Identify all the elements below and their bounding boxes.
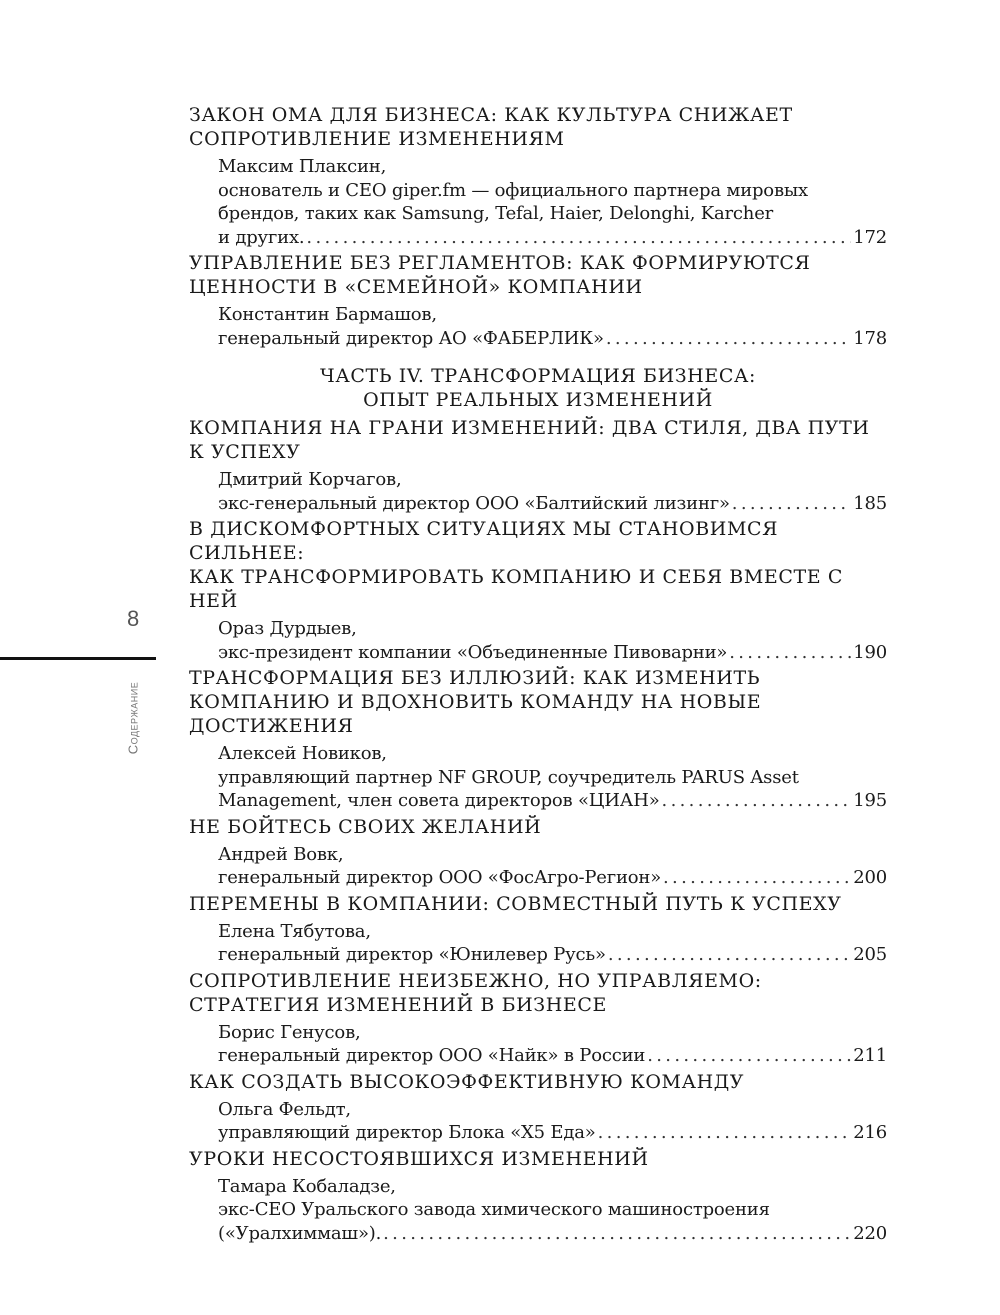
- entry-author: [189, 1171, 887, 1246]
- running-section-label: Содержание: [125, 681, 141, 755]
- entry-page-number: 211: [853, 1045, 887, 1066]
- entry-title: [189, 967, 887, 1017]
- author-position: и других.: [218, 226, 305, 248]
- author-line: экс-CEO Уральского завода химического машиностроения: [218, 1199, 770, 1220]
- author-line: Елена Тябутова,: [218, 920, 371, 942]
- author-line: Алексей Новиков,: [218, 743, 387, 764]
- author-line: Борис Генусов,: [218, 1021, 361, 1043]
- dot-leader: [647, 1044, 851, 1068]
- entry-page-number: 185: [853, 492, 887, 514]
- toc-entry: [189, 414, 887, 515]
- part-heading: [189, 350, 887, 414]
- toc-entry: [189, 1068, 887, 1145]
- dot-leader: [732, 492, 851, 516]
- author-position: экс-президент компании «Объединенные Пивоварни»: [218, 641, 728, 663]
- entry-page-number: 172: [853, 226, 887, 248]
- entry-author: [189, 151, 887, 249]
- entry-title-line: УПРАВЛЕНИЕ БЕЗ РЕГЛАМЕНТОВ: КАК ФОРМИРУЮТСЯ: [189, 252, 811, 274]
- author-line: основатель и CEO giper.fm — официального партнера мировых: [218, 179, 808, 201]
- entry-page-line: [218, 492, 887, 516]
- entry-title: [189, 414, 887, 464]
- entry-title: [189, 1068, 887, 1094]
- margin-rule: [0, 657, 156, 660]
- toc-entry: [189, 1145, 887, 1246]
- author-position: генеральный директор ООО «Найк» в России: [218, 1045, 646, 1066]
- entry-page-line: [218, 789, 887, 813]
- author-position: генеральный директор ООО «ФосАгро-Регион»: [218, 867, 662, 888]
- entry-page-number: 205: [853, 944, 887, 965]
- author-line: Дмитрий Корчагов,: [218, 469, 402, 490]
- toc-entry: [189, 664, 887, 813]
- dot-leader: [383, 1222, 851, 1246]
- entry-author: [189, 464, 887, 515]
- toc-entry: [189, 813, 887, 890]
- author-position: Management, член совета директоров «ЦИАН»: [218, 790, 660, 811]
- entry-author: [189, 1017, 887, 1068]
- dot-leader: [663, 866, 851, 890]
- author-line: Ораз Дурдыев,: [218, 618, 357, 639]
- entry-author: [189, 613, 887, 664]
- toc-entry: [189, 101, 887, 249]
- dot-leader: [598, 1121, 852, 1145]
- author-line: Андрей Вовк,: [218, 843, 344, 865]
- entry-title: [189, 1145, 887, 1171]
- toc-entry: [189, 515, 887, 664]
- page-number: 8: [127, 606, 140, 631]
- entry-title-line: В ДИСКОМФОРТНЫХ СИТУАЦИЯХ МЫ СТАНОВИМСЯ СИЛЬНЕЕ:: [189, 518, 779, 564]
- entry-author: [189, 916, 887, 967]
- entry-author: [189, 839, 887, 890]
- entry-title-line: К УСПЕХУ: [189, 441, 301, 463]
- entry-title-line: КАК ТРАНСФОРМИРОВАТЬ КОМПАНИЮ И СЕБЯ ВМЕСТЕ С НЕЙ: [189, 566, 844, 612]
- entry-title-line: СТРАТЕГИЯ ИЗМЕНЕНИЙ В БИЗНЕСЕ: [189, 993, 607, 1016]
- entry-title-line: ЗАКОН ОМА ДЛЯ БИЗНЕСА: КАК КУЛЬТУРА СНИЖАЕТ: [189, 104, 793, 126]
- entry-title-line: ТРАНСФОРМАЦИЯ БЕЗ ИЛЛЮЗИЙ: КАК ИЗМЕНИТЬ: [189, 667, 761, 689]
- entry-title-line: КАК СОЗДАТЬ ВЫСОКОЭФФЕКТИВНУЮ КОМАНДУ: [189, 1070, 745, 1093]
- author-line: Тамара Кобаладзе,: [218, 1175, 396, 1197]
- entry-title-line: КОМПАНИЯ НА ГРАНИ ИЗМЕНЕНИЙ: ДВА СТИЛЯ, ДВА ПУТИ: [189, 417, 870, 439]
- entry-page-number: 220: [853, 1222, 887, 1244]
- entry-title: [189, 515, 887, 613]
- author-line: Максим Плаксин,: [218, 156, 387, 177]
- entry-title-line: СОПРОТИВЛЕНИЕ НЕИЗБЕЖНО, НО УПРАВЛЯЕМО:: [189, 969, 762, 992]
- entry-page-line: [218, 1121, 887, 1145]
- entry-page-line: [218, 866, 887, 890]
- entry-title-line: КОМПАНИЮ И ВДОХНОВИТЬ КОМАНДУ НА НОВЫЕ: [189, 691, 762, 713]
- dot-leader: [306, 226, 851, 250]
- author-line: Ольга Фельдт,: [218, 1098, 351, 1120]
- entry-title: [189, 101, 887, 151]
- entry-page-line: [218, 1044, 887, 1068]
- entry-title: [189, 813, 887, 839]
- entry-title: [189, 890, 887, 916]
- toc-entry: [189, 249, 887, 350]
- entry-page-number: 216: [853, 1122, 887, 1143]
- entry-title-line: УРОКИ НЕСОСТОЯВШИХСЯ ИЗМЕНЕНИЙ: [189, 1147, 649, 1170]
- entry-page-line: [218, 226, 887, 250]
- author-position: («Уралхиммаш»).: [218, 1222, 382, 1244]
- entry-page-number: 190: [853, 641, 887, 663]
- entry-page-line: [218, 1222, 887, 1246]
- dot-leader: [606, 327, 851, 351]
- author-position: экс-генеральный директор ООО «Балтийский лизинг»: [218, 492, 730, 514]
- entry-title-line: НЕ БОЙТЕСЬ СВОИХ ЖЕЛАНИЙ: [189, 815, 542, 838]
- entry-title: [189, 249, 887, 299]
- author-position: генеральный директор «Юнилевер Русь»: [218, 944, 606, 965]
- entry-page-line: [218, 641, 887, 665]
- entry-page-number: 195: [853, 790, 887, 811]
- author-position: управляющий директор Блока «X5 Еда»: [218, 1122, 596, 1143]
- author-position: генеральный директор АО «ФАБЕРЛИК»: [218, 327, 604, 349]
- toc-entry: [189, 967, 887, 1068]
- entry-author: [189, 1094, 887, 1145]
- toc-entry: [189, 890, 887, 967]
- entry-page-number: 178: [853, 327, 887, 349]
- dot-leader: [662, 789, 852, 813]
- part-title-line: ОПЫТ РЕАЛЬНЫХ ИЗМЕНЕНИЙ: [363, 389, 713, 411]
- author-line: Константин Бармашов,: [218, 304, 437, 325]
- entry-page-line: [218, 943, 887, 967]
- part-title: [189, 350, 887, 414]
- entry-page-line: [218, 327, 887, 351]
- entry-page-number: 200: [853, 867, 887, 888]
- part-title-line: ЧАСТЬ IV. ТРАНСФОРМАЦИЯ БИЗНЕСА:: [320, 365, 756, 387]
- entry-title: [189, 664, 887, 738]
- entry-title-line: ДОСТИЖЕНИЯ: [189, 715, 354, 737]
- entry-title-line: ЦЕННОСТИ В «СЕМЕЙНОЙ» КОМПАНИИ: [189, 276, 643, 298]
- dot-leader: [608, 943, 851, 967]
- author-line: брендов, таких как Samsung, Tefal, Haier, Delonghi, Karcher: [218, 203, 774, 224]
- entry-title-line: СОПРОТИВЛЕНИЕ ИЗМЕНЕНИЯМ: [189, 128, 565, 150]
- table-of-contents: [189, 101, 887, 1245]
- entry-title-line: ПЕРЕМЕНЫ В КОМПАНИИ: СОВМЕСТНЫЙ ПУТЬ К УСПЕХУ: [189, 892, 842, 915]
- entry-author: [189, 738, 887, 813]
- dot-leader: [729, 641, 851, 665]
- entry-author: [189, 299, 887, 350]
- author-line: управляющий партнер NF GROUP, соучредитель PARUS Asset: [218, 766, 799, 788]
